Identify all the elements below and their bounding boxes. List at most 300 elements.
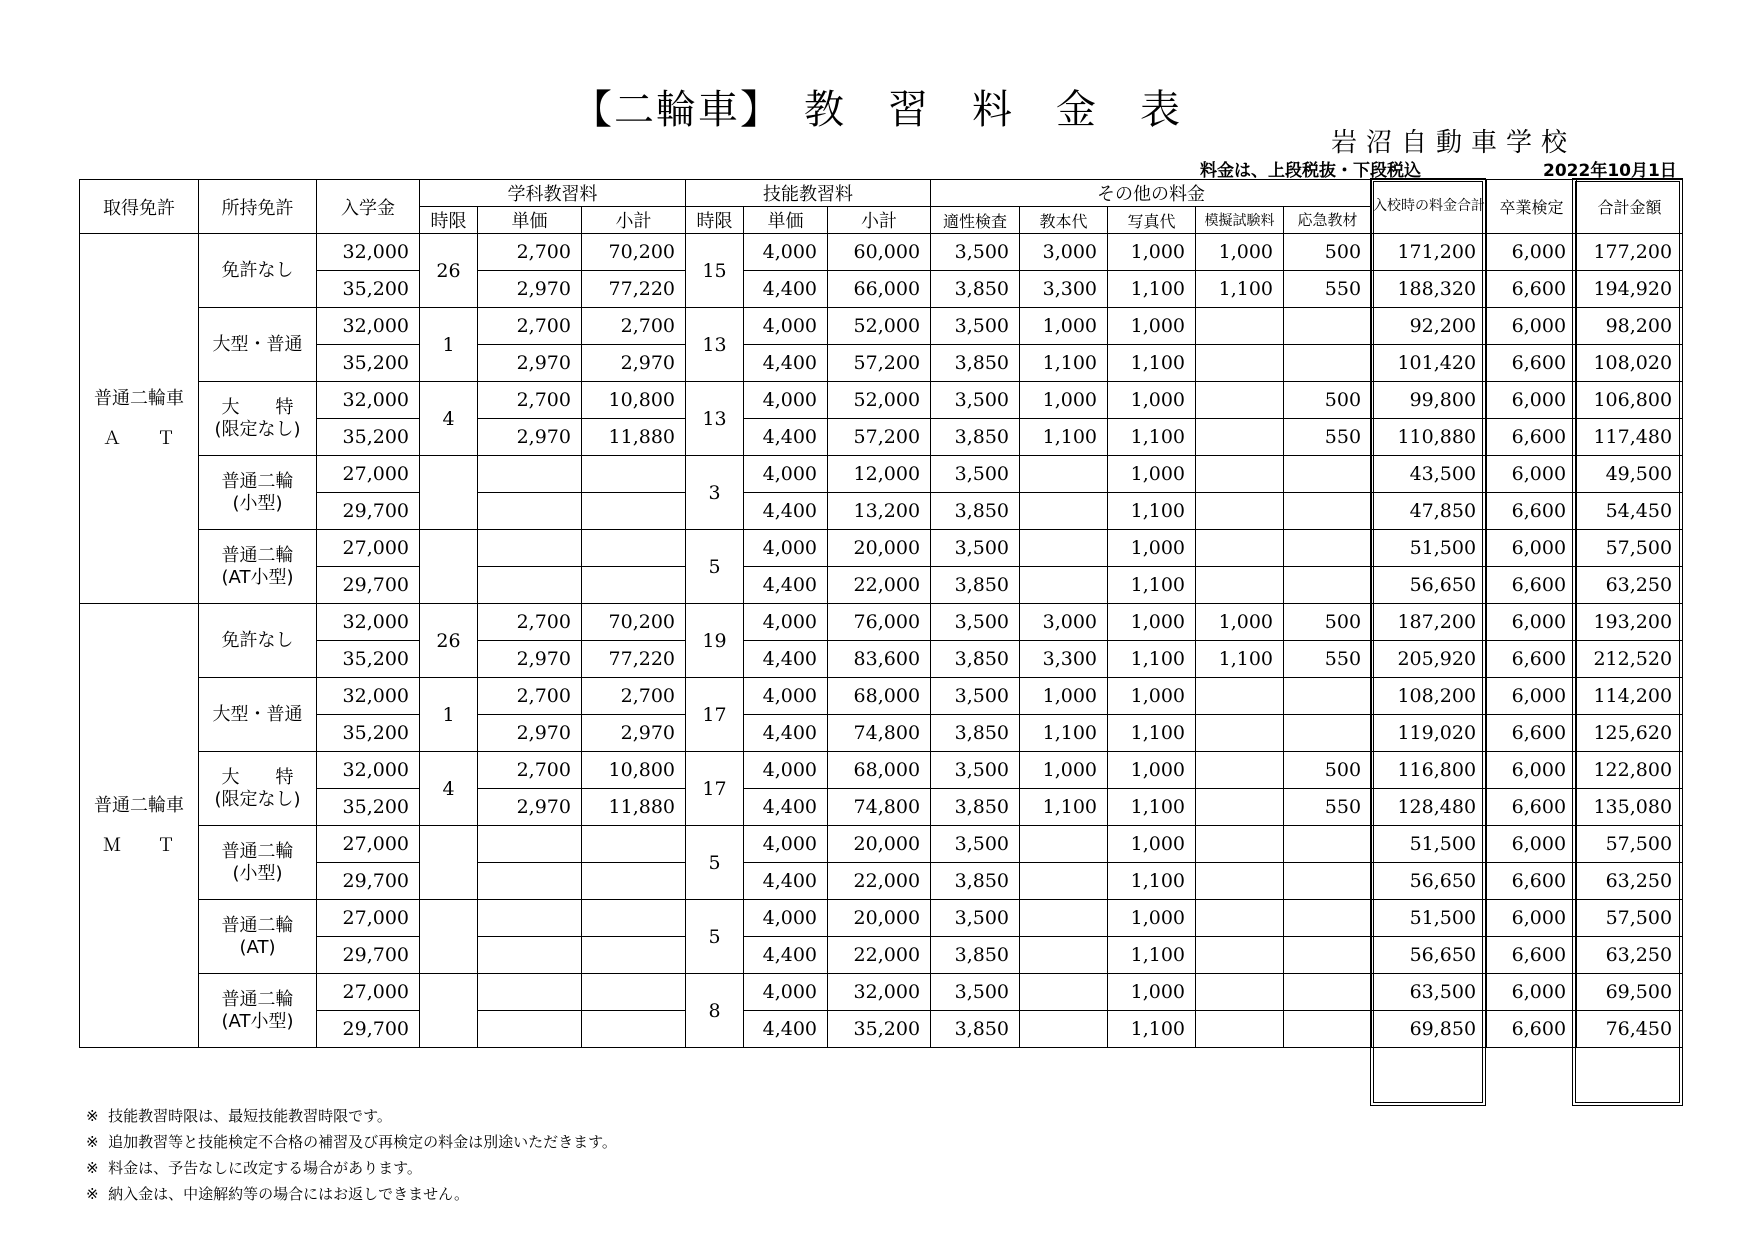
s-subtotal-cell: 66,000 — [828, 271, 931, 308]
grand-total-cell: 57,500 — [1577, 530, 1683, 567]
s-subtotal-cell: 52,000 — [828, 308, 931, 345]
skill-hours-cell: 5 — [686, 900, 744, 974]
skill-hours-cell: 13 — [686, 382, 744, 456]
a-subtotal-cell — [582, 567, 686, 604]
held-license-label: 大型・普通 — [212, 703, 303, 725]
aptitude-cell: 3,850 — [931, 271, 1020, 308]
table-row — [80, 419, 1683, 456]
aptitude-cell: 3,850 — [931, 419, 1020, 456]
category-name: 普通二輪車 — [94, 387, 184, 409]
table-row — [80, 345, 1683, 382]
s-subtotal-cell: 32,000 — [828, 974, 931, 1011]
enroll-cell: 35,200 — [317, 789, 420, 826]
mock-cell — [1196, 678, 1284, 715]
mock-cell — [1196, 493, 1284, 530]
photo-cell: 1,000 — [1108, 382, 1196, 419]
held-license-cell — [199, 826, 317, 900]
held-license-cell — [199, 234, 317, 308]
grand-total-cell: 63,250 — [1577, 567, 1683, 604]
photo-cell: 1,100 — [1108, 1011, 1196, 1048]
enroll-cell: 27,000 — [317, 530, 420, 567]
enroll-cell: 32,000 — [317, 604, 420, 641]
s-subtotal-cell: 22,000 — [828, 863, 931, 900]
table-row — [80, 752, 1683, 789]
a-unit-cell — [478, 826, 582, 863]
entry-total-cell: 56,650 — [1372, 937, 1487, 974]
s-unit-cell: 4,400 — [744, 1011, 828, 1048]
entry-total-cell: 43,500 — [1372, 456, 1487, 493]
first-aid-cell — [1284, 863, 1372, 900]
grand-total-cell: 177,200 — [1577, 234, 1683, 271]
note-line: ※ 追加教習等と技能検定不合格の補習及び再検定の料金は別途いただきます。 — [86, 1133, 617, 1151]
graduation-cell: 6,000 — [1487, 530, 1577, 567]
enroll-cell: 32,000 — [317, 308, 420, 345]
s-unit-cell: 4,000 — [744, 604, 828, 641]
s-unit-cell: 4,400 — [744, 419, 828, 456]
s-unit-cell: 4,400 — [744, 641, 828, 678]
a-subtotal-cell: 2,700 — [582, 308, 686, 345]
graduation-cell: 6,000 — [1487, 234, 1577, 271]
skill-hours-cell: 13 — [686, 308, 744, 382]
textbook-cell — [1020, 530, 1108, 567]
graduation-cell: 6,000 — [1487, 308, 1577, 345]
textbook-cell — [1020, 1011, 1108, 1048]
photo-cell: 1,100 — [1108, 493, 1196, 530]
mock-cell — [1196, 900, 1284, 937]
academic-hours-cell: 4 — [420, 382, 478, 456]
mock-cell — [1196, 345, 1284, 382]
s-subtotal-cell: 13,200 — [828, 493, 931, 530]
s-subtotal-cell: 57,200 — [828, 345, 931, 382]
skill-hours-cell: 15 — [686, 234, 744, 308]
enroll-cell: 32,000 — [317, 752, 420, 789]
a-unit-cell: 2,970 — [478, 641, 582, 678]
s-subtotal-cell: 57,200 — [828, 419, 931, 456]
a-unit-cell: 2,700 — [478, 752, 582, 789]
s-subtotal-cell: 60,000 — [828, 234, 931, 271]
graduation-cell: 6,600 — [1487, 1011, 1577, 1048]
grand-total-cell: 76,450 — [1577, 1011, 1683, 1048]
first-aid-cell: 550 — [1284, 271, 1372, 308]
aptitude-cell: 3,500 — [931, 974, 1020, 1011]
a-unit-cell — [478, 863, 582, 900]
col-header-textbook: 教本代 — [1020, 207, 1108, 234]
col-header-license: 取得免許 — [80, 180, 199, 234]
entry-total-cell: 51,500 — [1372, 530, 1487, 567]
first-aid-cell: 550 — [1284, 641, 1372, 678]
a-subtotal-cell: 11,880 — [582, 419, 686, 456]
mock-cell — [1196, 456, 1284, 493]
first-aid-cell — [1284, 493, 1372, 530]
enroll-cell: 27,000 — [317, 900, 420, 937]
s-unit-cell: 4,400 — [744, 271, 828, 308]
a-unit-cell — [478, 456, 582, 493]
grand-total-cell: 49,500 — [1577, 456, 1683, 493]
s-unit-cell: 4,400 — [744, 863, 828, 900]
col-header-skill-hours: 時限 — [686, 207, 744, 234]
col-header-entry-total: 入校時の料金合計 — [1372, 180, 1487, 234]
s-unit-cell: 4,000 — [744, 752, 828, 789]
grand-total-cell: 63,250 — [1577, 863, 1683, 900]
first-aid-cell: 500 — [1284, 382, 1372, 419]
textbook-cell: 1,000 — [1020, 382, 1108, 419]
textbook-cell — [1020, 937, 1108, 974]
entry-total-cell: 205,920 — [1372, 641, 1487, 678]
mock-cell — [1196, 863, 1284, 900]
first-aid-cell: 500 — [1284, 604, 1372, 641]
page-title: 【二輪車】 教 習 料 金 表 — [572, 87, 1182, 133]
entry-total-cell: 128,480 — [1372, 789, 1487, 826]
a-subtotal-cell: 10,800 — [582, 752, 686, 789]
entry-total-cell: 47,850 — [1372, 493, 1487, 530]
a-unit-cell — [478, 493, 582, 530]
table-row — [80, 900, 1683, 937]
school-name: 岩沼自動車学校 — [1330, 128, 1576, 158]
textbook-cell: 3,300 — [1020, 271, 1108, 308]
aptitude-cell: 3,500 — [931, 826, 1020, 863]
graduation-cell: 6,600 — [1487, 937, 1577, 974]
s-subtotal-cell: 68,000 — [828, 678, 931, 715]
textbook-cell: 1,100 — [1020, 345, 1108, 382]
mock-cell — [1196, 937, 1284, 974]
textbook-cell: 1,000 — [1020, 308, 1108, 345]
note-line: ※ 納入金は、中途解約等の場合にはお返しできません。 — [86, 1185, 470, 1203]
fee-table — [79, 179, 1683, 1048]
first-aid-cell: 550 — [1284, 789, 1372, 826]
grand-total-cell: 57,500 — [1577, 900, 1683, 937]
held-license-cell — [199, 974, 317, 1048]
first-aid-cell — [1284, 308, 1372, 345]
s-subtotal-cell: 12,000 — [828, 456, 931, 493]
first-aid-cell — [1284, 826, 1372, 863]
textbook-cell — [1020, 826, 1108, 863]
textbook-cell: 3,000 — [1020, 234, 1108, 271]
grand-total-cell: 125,620 — [1577, 715, 1683, 752]
held-license-cell — [199, 382, 317, 456]
photo-cell: 1,100 — [1108, 715, 1196, 752]
enroll-cell: 35,200 — [317, 641, 420, 678]
aptitude-cell: 3,500 — [931, 234, 1020, 271]
s-unit-cell: 4,400 — [744, 567, 828, 604]
held-license-label: 普通二輪 — [221, 988, 294, 1010]
a-unit-cell — [478, 1011, 582, 1048]
textbook-cell — [1020, 863, 1108, 900]
graduation-cell: 6,600 — [1487, 789, 1577, 826]
mock-cell: 1,100 — [1196, 271, 1284, 308]
enroll-cell: 35,200 — [317, 419, 420, 456]
note-line: ※ 料金は、予告なしに改定する場合があります。 — [86, 1159, 422, 1177]
a-subtotal-cell — [582, 530, 686, 567]
grand-total-cell: 69,500 — [1577, 974, 1683, 1011]
aptitude-cell: 3,850 — [931, 567, 1020, 604]
aptitude-cell: 3,850 — [931, 493, 1020, 530]
col-header-photo: 写真代 — [1108, 207, 1196, 234]
enroll-cell: 35,200 — [317, 271, 420, 308]
photo-cell: 1,100 — [1108, 789, 1196, 826]
graduation-cell: 6,000 — [1487, 826, 1577, 863]
a-subtotal-cell: 77,220 — [582, 641, 686, 678]
aptitude-cell: 3,850 — [931, 789, 1020, 826]
held-license-label: (AT) — [239, 936, 276, 958]
a-unit-cell: 2,700 — [478, 382, 582, 419]
a-subtotal-cell — [582, 863, 686, 900]
grand-total-cell: 57,500 — [1577, 826, 1683, 863]
s-unit-cell: 4,000 — [744, 308, 828, 345]
graduation-cell: 6,600 — [1487, 641, 1577, 678]
grand-total-cell: 63,250 — [1577, 937, 1683, 974]
grand-total-cell: 194,920 — [1577, 271, 1683, 308]
skill-hours-cell: 8 — [686, 974, 744, 1048]
enroll-cell: 35,200 — [317, 715, 420, 752]
academic-hours-cell: 26 — [420, 234, 478, 308]
grand-total-cell: 106,800 — [1577, 382, 1683, 419]
first-aid-cell — [1284, 900, 1372, 937]
a-unit-cell — [478, 900, 582, 937]
first-aid-cell — [1284, 715, 1372, 752]
held-license-label: (限定なし) — [214, 788, 301, 810]
skill-hours-cell: 19 — [686, 604, 744, 678]
s-subtotal-cell: 74,800 — [828, 715, 931, 752]
enroll-cell: 29,700 — [317, 1011, 420, 1048]
photo-cell: 1,000 — [1108, 678, 1196, 715]
held-license-label: (小型) — [232, 492, 283, 514]
table-row — [80, 234, 1683, 271]
held-license-label: 免許なし — [221, 629, 294, 651]
a-unit-cell: 2,970 — [478, 715, 582, 752]
aptitude-cell: 3,500 — [931, 604, 1020, 641]
s-subtotal-cell: 22,000 — [828, 937, 931, 974]
entry-total-cell: 110,880 — [1372, 419, 1487, 456]
s-subtotal-cell: 74,800 — [828, 789, 931, 826]
s-unit-cell: 4,000 — [744, 456, 828, 493]
held-license-label: 大 特 — [221, 396, 294, 418]
a-subtotal-cell: 2,970 — [582, 715, 686, 752]
held-license-label: 大 特 — [221, 766, 294, 788]
graduation-cell: 6,600 — [1487, 493, 1577, 530]
s-unit-cell: 4,400 — [744, 715, 828, 752]
a-subtotal-cell — [582, 493, 686, 530]
a-subtotal-cell — [582, 974, 686, 1011]
a-subtotal-cell — [582, 900, 686, 937]
held-license-label: (小型) — [232, 862, 283, 884]
aptitude-cell: 3,500 — [931, 678, 1020, 715]
held-license-cell — [199, 456, 317, 530]
table-row — [80, 308, 1683, 345]
graduation-cell: 6,600 — [1487, 345, 1577, 382]
enroll-cell: 27,000 — [317, 456, 420, 493]
textbook-cell — [1020, 456, 1108, 493]
academic-hours-cell: 4 — [420, 752, 478, 826]
textbook-cell — [1020, 493, 1108, 530]
s-subtotal-cell: 83,600 — [828, 641, 931, 678]
mock-cell — [1196, 715, 1284, 752]
grand-total-cell: 135,080 — [1577, 789, 1683, 826]
col-header-skill-unit: 単価 — [744, 207, 828, 234]
mock-cell — [1196, 974, 1284, 1011]
table-row — [80, 937, 1683, 974]
textbook-cell — [1020, 567, 1108, 604]
table-row — [80, 974, 1683, 1011]
table-row — [80, 1011, 1683, 1048]
academic-hours-cell — [420, 456, 478, 530]
held-license-label: 免許なし — [221, 259, 294, 281]
s-subtotal-cell: 76,000 — [828, 604, 931, 641]
first-aid-cell: 550 — [1284, 419, 1372, 456]
aptitude-cell: 3,500 — [931, 900, 1020, 937]
a-subtotal-cell: 11,880 — [582, 789, 686, 826]
note-line: ※ 技能教習時限は、最短技能教習時限です。 — [86, 1107, 392, 1125]
first-aid-cell — [1284, 1011, 1372, 1048]
a-unit-cell — [478, 530, 582, 567]
enroll-cell: 29,700 — [317, 863, 420, 900]
enroll-cell: 29,700 — [317, 493, 420, 530]
graduation-cell: 6,600 — [1487, 271, 1577, 308]
s-unit-cell: 4,400 — [744, 493, 828, 530]
s-subtotal-cell: 52,000 — [828, 382, 931, 419]
header-row-1 — [80, 180, 1683, 207]
category-name: 普通二輪車 — [94, 794, 184, 816]
grand-total-cell: 212,520 — [1577, 641, 1683, 678]
academic-hours-cell: 1 — [420, 678, 478, 752]
col-header-academic-hours: 時限 — [420, 207, 478, 234]
aptitude-cell: 3,500 — [931, 308, 1020, 345]
a-subtotal-cell — [582, 1011, 686, 1048]
skill-hours-cell: 5 — [686, 530, 744, 604]
skill-hours-cell: 17 — [686, 678, 744, 752]
mock-cell — [1196, 567, 1284, 604]
entry-total-cell: 116,800 — [1372, 752, 1487, 789]
held-license-cell — [199, 530, 317, 604]
a-unit-cell: 2,970 — [478, 345, 582, 382]
col-header-held: 所持免許 — [199, 180, 317, 234]
category-type: Ａ Ｔ — [103, 427, 175, 449]
photo-cell: 1,100 — [1108, 419, 1196, 456]
a-unit-cell: 2,970 — [478, 419, 582, 456]
held-license-label: 普通二輪 — [221, 914, 294, 936]
category-cell — [80, 604, 199, 1048]
photo-cell: 1,100 — [1108, 345, 1196, 382]
mock-cell: 1,100 — [1196, 641, 1284, 678]
enroll-cell: 35,200 — [317, 345, 420, 382]
held-license-label: (AT小型) — [221, 1010, 294, 1032]
aptitude-cell: 3,500 — [931, 752, 1020, 789]
enroll-cell: 29,700 — [317, 567, 420, 604]
textbook-cell: 1,100 — [1020, 789, 1108, 826]
held-license-cell — [199, 900, 317, 974]
skill-hours-cell: 17 — [686, 752, 744, 826]
academic-hours-cell: 1 — [420, 308, 478, 382]
held-license-cell — [199, 604, 317, 678]
graduation-cell: 6,600 — [1487, 863, 1577, 900]
first-aid-cell — [1284, 345, 1372, 382]
mock-cell — [1196, 419, 1284, 456]
held-license-label: 大型・普通 — [212, 333, 303, 355]
a-subtotal-cell — [582, 456, 686, 493]
enroll-cell: 32,000 — [317, 678, 420, 715]
photo-cell: 1,000 — [1108, 974, 1196, 1011]
entry-total-cell: 171,200 — [1372, 234, 1487, 271]
held-license-cell — [199, 308, 317, 382]
grand-total-cell: 108,020 — [1577, 345, 1683, 382]
enroll-cell: 27,000 — [317, 974, 420, 1011]
s-subtotal-cell: 20,000 — [828, 530, 931, 567]
first-aid-cell — [1284, 974, 1372, 1011]
a-unit-cell: 2,700 — [478, 308, 582, 345]
photo-cell: 1,000 — [1108, 900, 1196, 937]
table-row — [80, 826, 1683, 863]
grand-total-cell: 193,200 — [1577, 604, 1683, 641]
col-header-enroll: 入学金 — [317, 180, 420, 234]
table-row — [80, 678, 1683, 715]
academic-hours-cell — [420, 900, 478, 974]
enroll-cell: 32,000 — [317, 382, 420, 419]
photo-cell: 1,000 — [1108, 234, 1196, 271]
table-row — [80, 271, 1683, 308]
a-unit-cell — [478, 974, 582, 1011]
aptitude-cell: 3,850 — [931, 715, 1020, 752]
entry-total-cell: 63,500 — [1372, 974, 1487, 1011]
graduation-cell: 6,000 — [1487, 974, 1577, 1011]
effective-date: 2022年10月1日 — [1543, 161, 1677, 181]
table-row — [80, 493, 1683, 530]
entry-total-cell: 99,800 — [1372, 382, 1487, 419]
aptitude-cell: 3,850 — [931, 863, 1020, 900]
aptitude-cell: 3,850 — [931, 641, 1020, 678]
a-unit-cell: 2,700 — [478, 604, 582, 641]
photo-cell: 1,100 — [1108, 271, 1196, 308]
mock-cell: 1,000 — [1196, 604, 1284, 641]
academic-hours-cell: 26 — [420, 604, 478, 678]
photo-cell: 1,100 — [1108, 937, 1196, 974]
held-license-label: 普通二輪 — [221, 470, 294, 492]
a-subtotal-cell: 2,700 — [582, 678, 686, 715]
mock-cell — [1196, 382, 1284, 419]
held-license-label: (限定なし) — [214, 418, 301, 440]
grand-total-cell: 98,200 — [1577, 308, 1683, 345]
a-subtotal-cell: 10,800 — [582, 382, 686, 419]
s-unit-cell: 4,000 — [744, 900, 828, 937]
entry-total-cell: 51,500 — [1372, 826, 1487, 863]
tax-note: 料金は、上段税抜・下段税込 — [1200, 161, 1421, 181]
held-license-cell — [199, 678, 317, 752]
table-row — [80, 567, 1683, 604]
table-row — [80, 530, 1683, 567]
entry-total-cell: 101,420 — [1372, 345, 1487, 382]
textbook-cell: 1,000 — [1020, 678, 1108, 715]
table-row — [80, 382, 1683, 419]
academic-hours-cell — [420, 974, 478, 1048]
col-header-other: その他の料金 — [931, 180, 1372, 207]
held-license-label: 普通二輪 — [221, 544, 294, 566]
a-unit-cell: 2,700 — [478, 678, 582, 715]
entry-total-cell: 119,020 — [1372, 715, 1487, 752]
textbook-cell: 3,000 — [1020, 604, 1108, 641]
skill-hours-cell: 5 — [686, 826, 744, 900]
a-unit-cell — [478, 937, 582, 974]
photo-cell: 1,000 — [1108, 826, 1196, 863]
first-aid-cell — [1284, 678, 1372, 715]
graduation-cell: 6,600 — [1487, 419, 1577, 456]
s-subtotal-cell: 20,000 — [828, 826, 931, 863]
a-unit-cell — [478, 567, 582, 604]
table-row — [80, 641, 1683, 678]
enroll-cell: 27,000 — [317, 826, 420, 863]
first-aid-cell — [1284, 456, 1372, 493]
entry-total-cell: 187,200 — [1372, 604, 1487, 641]
col-header-aptitude: 適性検査 — [931, 207, 1020, 234]
a-unit-cell: 2,970 — [478, 271, 582, 308]
col-header-academic-subtotal: 小計 — [582, 207, 686, 234]
